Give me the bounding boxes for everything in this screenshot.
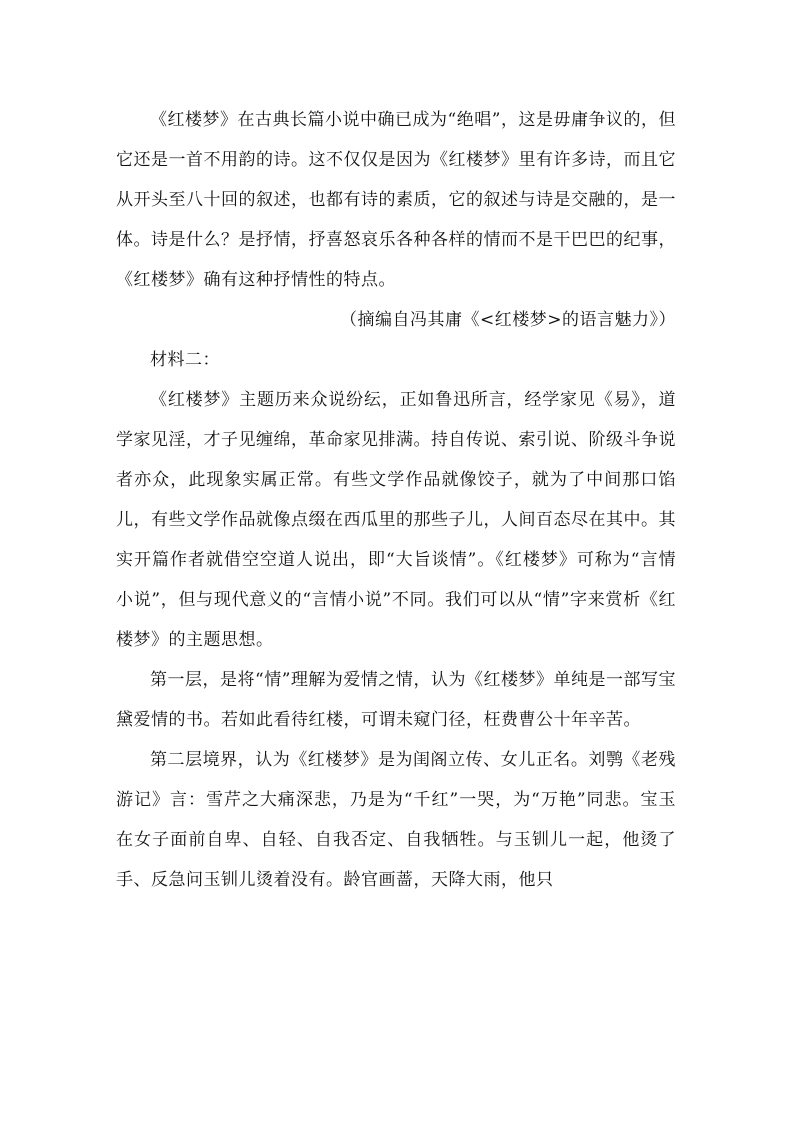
source-citation: （摘编自冯其庸《<红楼梦>的语言魅力》） [340,310,676,330]
paragraph-second-layer: 第二层境界，认为《红楼梦》是为闺阁立传、女儿正名。刘鹗《老残游记》言：雪芹之大痛深悲，乃是为“千红”一哭，为“万艳”同悲。宝玉在女子面前自卑、自轻、自我否定、自我牺牲。与玉钏儿一起，他烫了手、反急问玉钏儿烫着没有。龄官画蔷，天降大雨，他只 [116,750,676,890]
paragraph-theme: 《红楼梦》主题历来众说纷纭，正如鲁迅所言，经学家见《易》，道学家见淫，才子见缠绵，革命家见排满。持自传说、索引说、阶级斗争说者亦众，此现象实属正常。有些文学作品就像饺子，就为了中间那口馅儿，有些文学作品就像点缀在西瓜里的那些子儿，人间百态尽在其中。其实开篇作者就借空空道人说出，即“大旨谈情”。《红楼梦》可称为“言情小说”，但与现代意义的“言情小说”不同。我们可以从“情”字来赏析《红楼梦》的主题思想。 [116,390,676,650]
document-body [116,100,676,900]
material-two-heading: 材料二： [150,350,220,370]
paragraph-intro: 《红楼梦》在古典长篇小说中确已成为“绝唱”，这是毋庸争议的，但它还是一首不用韵的诗。这不仅仅是因为《红楼梦》里有许多诗，而且它从开头至八十回的叙述，也都有诗的素质，它的叙述与诗是交融的，是一体。诗是什么？是抒情，抒喜怒哀乐各种各样的情而不是干巴巴的纪事，《红楼梦》确有这种抒情性的特点。 [116,110,676,290]
paragraph-first-layer: 第一层，是将“情”理解为爱情之情，认为《红楼梦》单纯是一部写宝黛爱情的书。若如此看待红楼，可谓未窥门径，枉费曹公十年辛苦。 [116,670,676,730]
